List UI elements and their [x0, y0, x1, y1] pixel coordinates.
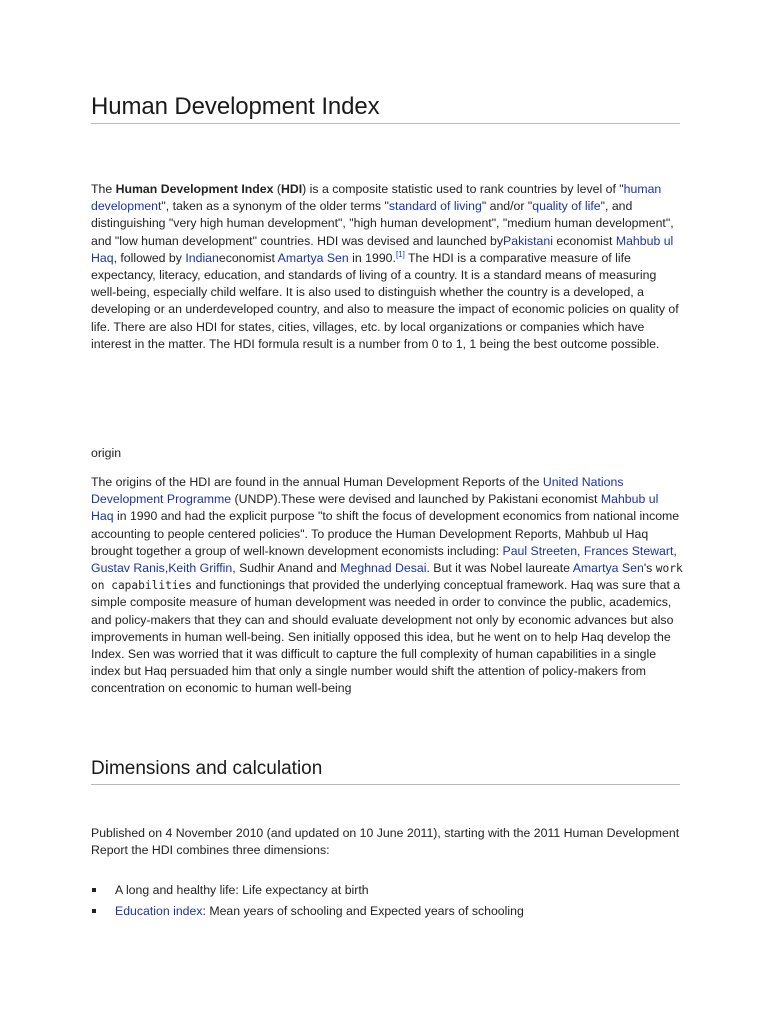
list-item-text: A long and healthy life: Life expectancy at birth [115, 883, 369, 897]
intro-text: ", taken as a synonym of the older terms " [161, 199, 389, 214]
link-human-development[interactable]: human development [91, 182, 662, 214]
intro-text: The HDI is a comparative measure of life expectancy, literacy, education, and standards of living of a country. It is a standard means of measuring well-being, especially child welfare. It is also used to distinguish whether the country is a developed, a developing or an underdeveloped country, and also to measure the impact of economic policies on quality of life. There are also HDI for states, cities, villages, etc. by local organizations or companies which have interest in the matter. The HDI formula result is a number from 0 to 1, 1 being the best outcome possible. [91, 250, 679, 351]
bullet-icon [92, 888, 96, 892]
intro-text: economist [218, 250, 278, 265]
origins-text: , [164, 561, 169, 576]
link-mahbub-ul-haq[interactable]: Mahbub ul Haq [91, 492, 659, 524]
link-undp[interactable]: United Nations Development Programme [91, 475, 624, 507]
link-amartya-sen[interactable]: Amartya Sen [277, 250, 349, 265]
title-divider [91, 123, 680, 124]
intro-text: ( [273, 182, 281, 196]
origins-text: (UNDP).These were devised and launched by Pakistani economist [231, 492, 601, 507]
intro-text: The [91, 182, 116, 196]
origins-text: , [577, 543, 584, 558]
origins-text: . But it was Nobel laureate [426, 561, 573, 576]
link-keith-griffin[interactable]: Keith Griffin [168, 561, 233, 576]
link-frances-stewart[interactable]: Frances Stewart [583, 543, 674, 558]
origins-paragraph [91, 474, 683, 698]
intro-bold-term: Human Development Index [115, 182, 274, 196]
origins-text: and functionings that provided the underlying conceptual framework. Haq was sure that a simple composite measure of human development was needed in order to convince the public, academics, and policy-makers that they can and should evaluate development not only by economic advances but also improvements in human well-being. Sen initially opposed this idea, but he went on to help Haq develop the Index. Sen was worried that it was difficult to capture the full complexity of human capabilities in a single index but Haq persuaded him that only a single number would shift the attention of policy-makers from concentration on economic to human well-being [91, 578, 681, 696]
citation-link[interactable]: [1] [395, 249, 405, 259]
intro-bold-abbrev: HDI [280, 182, 303, 196]
section-heading-dimensions: Dimensions and calculation [91, 758, 323, 779]
intro-text: economist [552, 233, 616, 248]
link-pakistani[interactable]: Pakistani [503, 233, 553, 248]
link-indian[interactable]: Indian [185, 250, 219, 265]
link-standard-of-living[interactable]: standard of living [388, 199, 482, 214]
link-education-index[interactable]: Education index [115, 904, 203, 918]
intro-text: ", and distinguishing "very high human development", "high human development", "medium human development", and "low human development" countries. HDI was devised and launched by [91, 199, 674, 248]
origins-mono-text: work on capabilities [91, 562, 683, 593]
intro-text: " and/or " [481, 199, 533, 214]
origins-text: in 1990 and had the explicit purpose "to shift the focus of development economics from national income accounting to people centered policies". To produce the Human Development Reports, Mahbub ul Haq brought together a group of well-known development economists including: [91, 509, 680, 558]
list-item-text: : Mean years of schooling and Expected years of schooling [202, 904, 524, 918]
link-amartya-sen[interactable]: Amartya Sen [572, 561, 644, 576]
published-paragraph: Published on 4 November 2010 (and updated on 10 June 2011), starting with the 2011 Human Development Report the HDI combines three dimensions: [91, 826, 680, 858]
intro-text: , followed by [113, 250, 186, 265]
origins-text: , [673, 543, 677, 558]
list-item [91, 901, 683, 922]
origin-heading: origin [91, 446, 122, 460]
dimensions-list [91, 880, 683, 922]
link-mahbub-ul-haq[interactable]: Mahbub ul Haq [91, 233, 674, 265]
intro-paragraph [91, 181, 683, 353]
link-paul-streeten[interactable]: Paul Streeten [502, 543, 578, 558]
list-item [91, 880, 683, 901]
section-divider [91, 784, 680, 785]
origins-text: The origins of the HDI are found in the annual Human Development Reports of the [91, 475, 543, 489]
origins-text: , Sudhir Anand and [232, 561, 341, 576]
link-meghnad-desai[interactable]: Meghnad Desai [340, 561, 427, 576]
intro-text: in 1990. [348, 250, 396, 265]
origins-text: 's [643, 561, 656, 576]
link-quality-of-life[interactable]: quality of life [532, 199, 601, 214]
link-gustav-ranis[interactable]: Gustav Ranis [91, 561, 165, 576]
page-title: Human Development Index [91, 93, 380, 120]
bullet-icon [92, 909, 96, 913]
intro-text: ) is a composite statistic used to rank countries by level of " [302, 182, 624, 196]
